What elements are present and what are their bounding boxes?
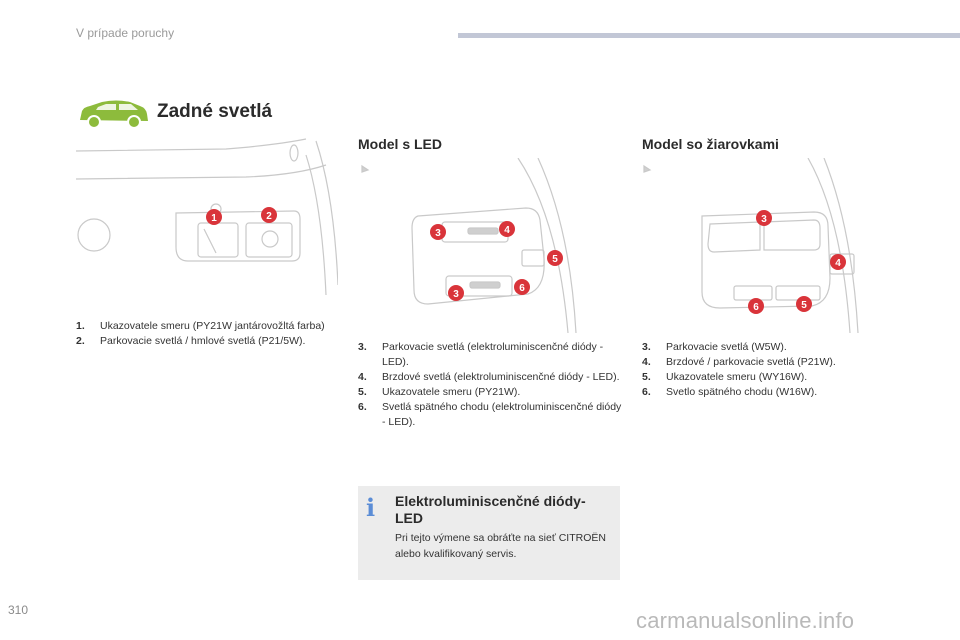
info-icon: i	[366, 493, 376, 522]
list-item: 4. Brzdové / parkovacie svetlá (P21W).	[642, 356, 836, 368]
svg-text:6: 6	[519, 283, 525, 294]
callout-left-1	[206, 209, 222, 225]
bulb-model-title: Model so žiarovkami	[642, 136, 779, 152]
list-item: 4. Brzdové svetlá (elektroluminiscenčné diódy - LED).	[358, 371, 620, 383]
svg-text:6: 6	[753, 302, 759, 313]
page-number: 310	[8, 603, 29, 617]
svg-text:4: 4	[504, 225, 510, 236]
chapter-title: V prípade poruchy	[76, 26, 175, 40]
callout-led-3b	[448, 285, 464, 301]
watermark: carmanualsonline.info	[636, 608, 855, 633]
callout-bulb-4	[830, 254, 846, 270]
svg-text:5: 5	[801, 300, 807, 311]
svg-text:5: 5	[552, 254, 558, 265]
section-title: Zadné svetlá	[157, 101, 273, 122]
led-model-title: Model s LED	[358, 136, 443, 152]
led-bulb-list	[358, 340, 626, 430]
svg-text:3: 3	[435, 228, 441, 239]
svg-text:4: 4	[835, 258, 841, 269]
list-item: 1. Ukazovatele smeru (PY21W jantárovožltá farba)	[76, 320, 325, 332]
header-bar	[458, 33, 960, 38]
list-item: 2. Parkovacie svetlá / hmlové svetlá (P21/5W).	[76, 335, 306, 347]
callout-left-2	[261, 207, 277, 223]
led-lamp-illustration	[358, 158, 618, 333]
callout-led-6	[514, 279, 530, 295]
svg-text:1: 1	[211, 213, 217, 224]
callout-bulb-5	[796, 296, 812, 312]
car-icon	[76, 98, 150, 132]
list-item: 5. Ukazovatele smeru (WY16W).	[642, 371, 808, 383]
callout-bulb-6	[748, 298, 764, 314]
svg-text:2: 2	[266, 211, 272, 222]
info-text: Pri tejto výmene sa obráťte na sieť CITROËN alebo kvalifikovaný servis.	[395, 532, 606, 560]
svg-text:3: 3	[453, 289, 459, 300]
left-bulb-list	[76, 319, 344, 349]
callout-led-5	[547, 250, 563, 266]
callout-led-3a	[430, 224, 446, 240]
info-title: Elektroluminiscenčné diódy-LED	[395, 493, 586, 526]
list-item: 6. Svetlo spätného chodu (W16W).	[642, 386, 818, 398]
list-item: 3. Parkovacie svetlá (elektroluminiscenčné diódy - LED).	[358, 341, 604, 368]
callout-led-4	[499, 221, 515, 237]
svg-text:3: 3	[761, 214, 767, 225]
boot-lamp-illustration	[76, 135, 338, 303]
bulb-lamp-illustration	[642, 158, 882, 333]
standard-bulb-list	[642, 340, 882, 400]
list-item: 6. Svetlá spätného chodu (elektroluminiscenčné diódy - LED).	[358, 401, 622, 428]
list-item: 3. Parkovacie svetlá (W5W).	[642, 341, 787, 353]
list-item: 5. Ukazovatele smeru (PY21W).	[358, 386, 521, 398]
callout-bulb-3	[756, 210, 772, 226]
